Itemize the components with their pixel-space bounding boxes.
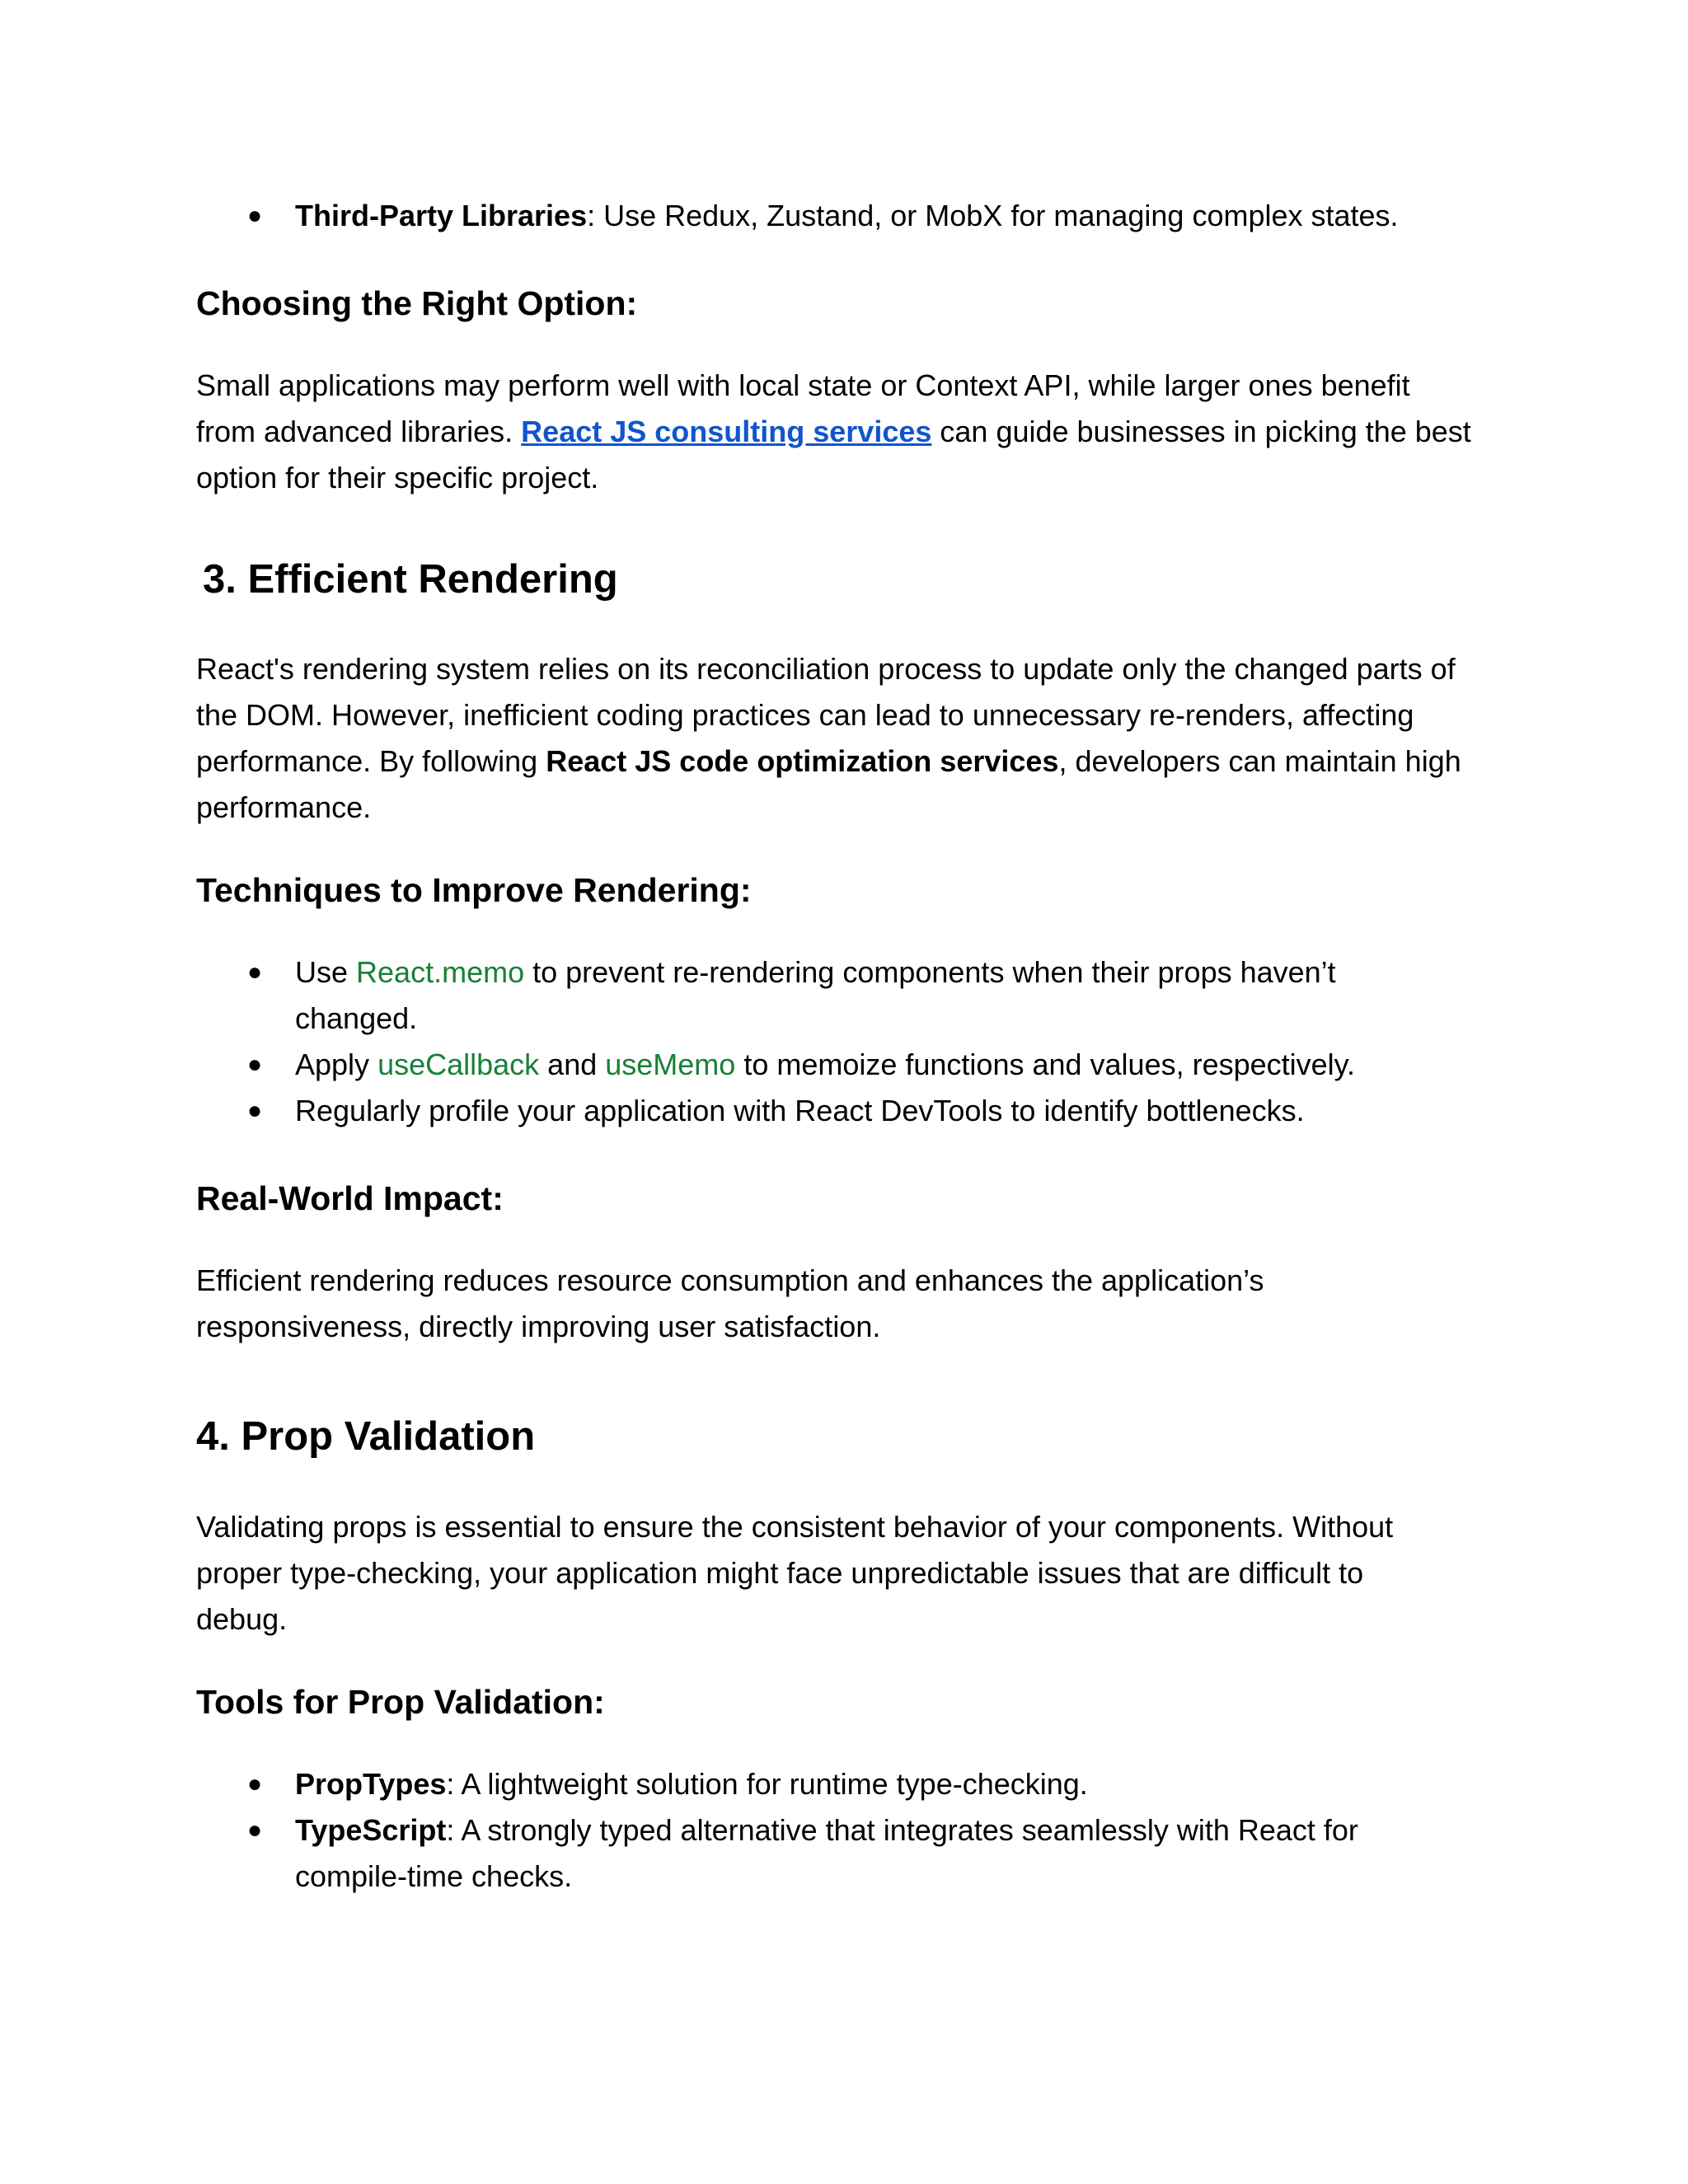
paragraph-impact: Efficient rendering reduces resource consumption and enhances the application’s responsiveness, directly improving user satisfaction. — [196, 1263, 1264, 1343]
section-title-prop-validation: 4. Prop Validation — [196, 1414, 536, 1459]
subheading-impact: Real-World Impact: — [196, 1179, 504, 1217]
code-usecallback: useCallback — [377, 1047, 540, 1081]
list-item-text: Use React.memo to prevent re-rendering components when their props haven’t changed. — [295, 955, 1336, 1035]
paragraph-prop-validation: Validating props is essential to ensure the consistent behavior of your components. Without proper type-checking, your application might face unpredictable issues that are difficult to debug. — [196, 1510, 1394, 1636]
bullet-icon: ● — [247, 958, 263, 986]
bullet-icon: ● — [247, 1097, 263, 1124]
bullet-icon: ● — [247, 1816, 263, 1844]
list-item — [196, 1807, 1482, 1900]
bullet-icon: ● — [247, 1051, 263, 1078]
list-item-text: Third-Party Libraries: Use Redux, Zustand, or MobX for managing complex states. — [295, 199, 1399, 232]
bullet-icon: ● — [247, 1770, 263, 1797]
subheading-choosing: Choosing the Right Option: — [196, 284, 638, 322]
list-item-text: TypeScript: A strongly typed alternative that integrates seamlessly with React for compile-time checks. — [295, 1813, 1358, 1893]
paragraph-rendering: React's rendering system relies on its reconciliation process to update only the changed parts of the DOM. However, inefficient coding practices can lead to unnecessary re-renders, affecting performance. By following React JS code optimization services, developers can maintain high performance. — [196, 652, 1461, 824]
code-react-memo: React.memo — [356, 955, 525, 989]
code-usememo: useMemo — [605, 1047, 736, 1081]
subheading-techniques: Techniques to Improve Rendering: — [196, 871, 752, 909]
list-item-text: PropTypes: A lightweight solution for runtime type-checking. — [295, 1767, 1088, 1801]
consulting-services-link[interactable]: React JS consulting services — [521, 415, 932, 448]
bullet-icon: ● — [247, 202, 263, 229]
section-title-efficient-rendering: 3. Efficient Rendering — [203, 557, 618, 602]
paragraph-choosing: Small applications may perform well with local state or Context API, while larger ones benefit from advanced libraries. React JS consulting services can guide businesses in picking the best option for their specific project. — [196, 368, 1471, 494]
subheading-tools: Tools for Prop Validation: — [196, 1683, 605, 1721]
list-item-text: Apply useCallback and useMemo to memoize functions and values, respectively. — [295, 1047, 1356, 1081]
list-item-text: Regularly profile your application with React DevTools to identify bottlenecks. — [295, 1094, 1305, 1127]
list-item — [196, 949, 1482, 1042]
